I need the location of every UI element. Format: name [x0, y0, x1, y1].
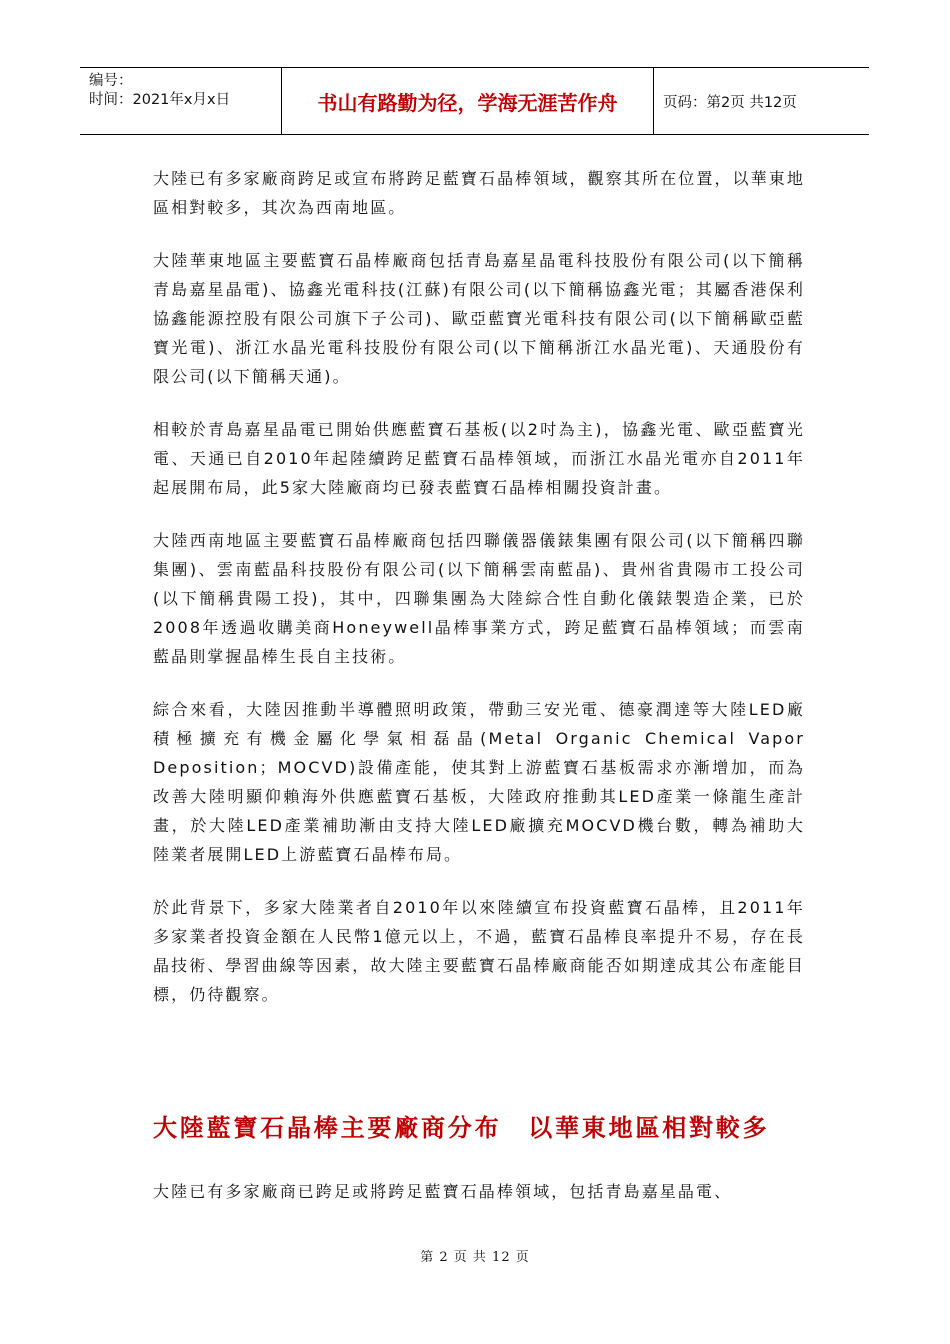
- header-table: [80, 67, 869, 135]
- number-label: 编号：: [89, 73, 133, 89]
- body-content: [153, 164, 805, 1009]
- paragraph: 綜合來看，大陸因推動半導體照明政策，帶動三安光電、德豪潤達等大陸LED廠積極擴充有機金屬化學氣相磊晶(Metal Organic Chemical Vapor Deposition；MOCVD)設備產能，使其對上游藍寶石基板需求亦漸增加，而為改善大陸明顯仰賴海外供應藍寶石基板，大陸政府推動其LED產業一條龍生產計畫，於大陸LED產業補助漸由支持大陸LED廠擴充MOCVD機台數，轉為補助大陸業者展開LED上游藍寶石晶棒布局。: [153, 700, 805, 864]
- header-left-cell: [80, 68, 281, 134]
- time-label: 时间：2021年x月x日: [89, 92, 231, 108]
- paragraph: 大陸已有多家廠商跨足或宣布將跨足藍寶石晶棒領域，觀察其所在位置，以華東地區相對較多，其次為西南地區。: [153, 169, 805, 217]
- paragraph: 大陸華東地區主要藍寶石晶棒廠商包括青島嘉星晶電科技股份有限公司(以下簡稱青島嘉星晶電)、協鑫光電科技(江蘇)有限公司(以下簡稱協鑫光電；其屬香港保利協鑫能源控股有限公司旗下子公司)、歐亞藍寶光電科技有限公司(以下簡稱歐亞藍寶光電)、浙江水晶光電科技股份有限公司(以下簡稱浙江水晶光電)、天通股份有限公司(以下簡稱天通)。: [153, 251, 805, 386]
- page-footer: 第 2 页 共 12 页: [420, 1250, 530, 1265]
- page-label: 页码：第2页 共12页: [663, 94, 797, 111]
- paragraph: 於此背景下，多家大陸業者自2010年以來陸續宣布投資藍寶石晶棒，且2011年多家業者投資金額在人民幣1億元以上，不過，藍寶石晶棒良率提升不易，存在長晶技術、學習曲線等因素，故大陸主要藍寶石晶棒廠商能否如期達成其公布產能目標，仍待觀察。: [153, 898, 805, 1004]
- paragraph: 大陸已有多家廠商已跨足或將跨足藍寶石晶棒領域，包括青島嘉星晶電、: [153, 1182, 733, 1201]
- motto: 书山有路勤为径，学海无涯苦作舟: [281, 68, 654, 134]
- paragraph: 大陸西南地區主要藍寶石晶棒廠商包括四聯儀器儀錶集團有限公司(以下簡稱四聯集團)、雲南藍晶科技股份有限公司(以下簡稱雲南藍晶)、貴州省貴陽市工投公司(以下簡稱貴陽工投)，其中，四聯集團為大陸綜合性自動化儀錶製造企業，已於2008年透過收購美商Honeywell晶棒事業方式，跨足藍寶石晶棒領域；而雲南藍晶則掌握晶棒生長自主技術。: [153, 531, 805, 666]
- section-heading: 大陸藍寶石晶棒主要廠商分布 以華東地區相對較多: [153, 1114, 770, 1142]
- paragraph: 相較於青島嘉星晶電已開始供應藍寶石基板(以2吋為主)，協鑫光電、歐亞藍寶光電、天通已自2010年起陸續跨足藍寶石晶棒領域，而浙江水晶光電亦自2011年起展開布局，此5家大陸廠商均已發表藍寶石晶棒相關投資計畫。: [153, 420, 805, 497]
